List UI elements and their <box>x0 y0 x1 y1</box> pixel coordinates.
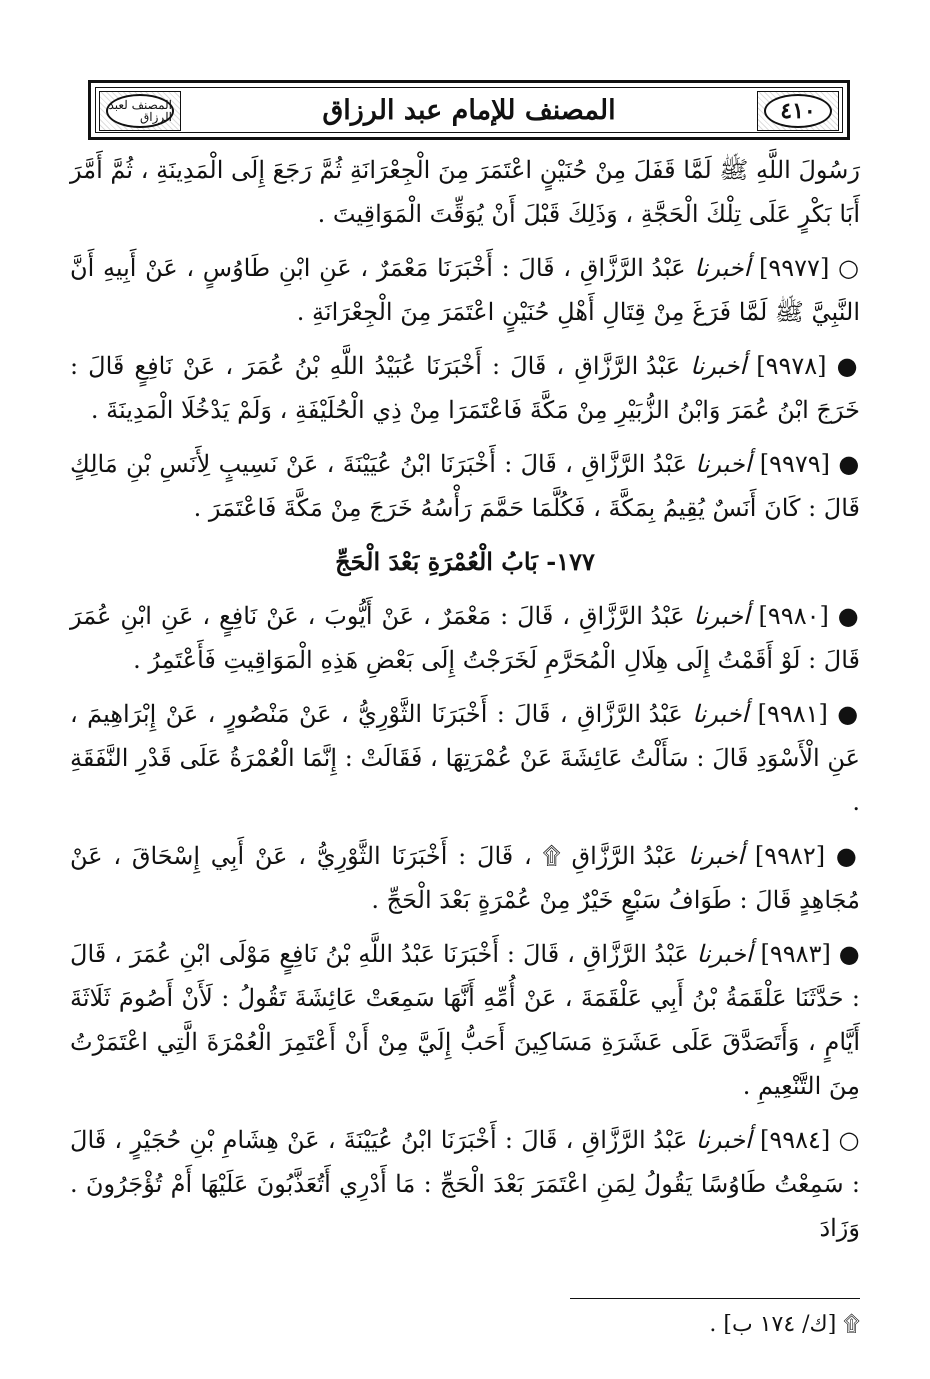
hadith-9981 <box>70 692 860 824</box>
hadith-marker: ● <box>837 700 860 728</box>
hadith-number: [٩٩٨٠] <box>758 602 829 630</box>
akhbarana-abbrev: أخبرنا <box>695 450 752 478</box>
akhbarana-abbrev: أخبرنا <box>690 352 747 380</box>
akhbarana-abbrev: أخبرنا <box>696 940 753 968</box>
hadith-9977 <box>70 246 860 334</box>
akhbarana-abbrev: أخبرنا <box>692 700 749 728</box>
page-header <box>88 80 850 140</box>
hadith-text: عَبْدُ الرَّزَّاقِ ، قَالَ : أَخْبَرَنَا ابْنُ عُيَيْنَةَ ، عَنْ هِشَامِ بْنِ حُجَيْرٍ ، قَالَ : سَمِعْتُ طَاوُسًا يَقُولُ لِمَنِ اعْتَمَرَ بَعْدَ الْحَجِّ : مَا أَدْرِي أَتُعَذَّبُونَ عَلَيْهَا أَمْ تُؤْجَرُونَ . وَزَادَ <box>70 1126 860 1242</box>
hadith-marker: ● <box>838 450 861 478</box>
hadith-marker: ● <box>838 940 861 968</box>
chapter-heading: ١٧٧- بَابُ الْعُمْرَةِ بَعْدَ الْحَجِّ <box>335 547 595 576</box>
hadith-marker: ○ <box>838 254 860 282</box>
hadith-text: عَبْدُ الرَّزَّاقِ ، قَالَ : أَخْبَرَنَا عَبْدُ اللَّهِ بْنُ نَافِعٍ مَوْلَى ابْنِ عُمَرَ ، قَالَ : حَدَّثَنَا عَلْقَمَةُ بْنُ أَبِي عَلْقَمَةَ ، عَنْ أُمِّهِ أَنَّهَا سَمِعَتْ عَائِشَةَ تَقُولُ : لَأَنْ أَصُومَ ثَلَاثَةَ أَيَّامٍ ، وَأَتَصَدَّقَ عَلَى عَشَرَةِ مَسَاكِينَ أَحَبُّ إِلَيَّ مِنْ أَنْ أَعْتَمِرَ الْعُمْرَةَ الَّتِي اعْتَمَرْتُ مِنَ التَّنْعِيمِ . <box>70 940 860 1100</box>
akhbarana-abbrev: أخبرنا <box>688 842 745 870</box>
hadith-number: [٩٩٧٧] <box>759 254 830 282</box>
hadith-text: عَبْدُ الرَّزَّاقِ ۩ ، قَالَ : أَخْبَرَنَا الثَّوْرِيُّ ، عَنْ أَبِي إِسْحَاقَ ، عَنْ مُجَاهِدٍ قَالَ : طَوَافُ سَبْعٍ خَيْرٌ مِنْ عُمْرَةٍ بَعْدَ الْحَجِّ . <box>70 842 860 914</box>
hadith-text: عَبْدُ الرَّزَّاقِ ، قَالَ : أَخْبَرَنَا ابْنُ عُيَيْنَةَ ، عَنْ نَسِيبٍ لِأَنَسِ بْنِ مَالِكٍ قَالَ : كَانَ أَنَسٌ يُقِيمُ بِمَكَّةَ ، فَكُلَّمَا حَمَّمَ رَأْسُهُ خَرَجَ مِنْ مَكَّةَ فَاعْتَمَرَ . <box>70 450 860 522</box>
book-title: المصنف للإمام عبد الرزاق <box>322 94 616 126</box>
hadith-marker: ● <box>836 352 860 380</box>
hadith-text: عَبْدُ الرَّزَّاقِ ، قَالَ : أَخْبَرَنَا عُبَيْدُ اللَّهِ بْنُ عُمَرَ ، عَنْ نَافِعٍ قَالَ : خَرَجَ ابْنُ عُمَرَ وَابْنُ الزُّبَيْرِ مِنْ مَكَّةَ فَاعْتَمَرَا مِنْ ذِي الْحُلَيْفَةِ ، وَلَمْ يَدْخُلَا الْمَدِينَةَ . <box>70 352 860 424</box>
page-number: ٤١٠ <box>764 94 832 128</box>
hadith-marker: ● <box>837 602 860 630</box>
footnote: ۩ [ك/ ١٧٤ ب] . <box>709 1312 860 1337</box>
akhbarana-abbrev: أخبرنا <box>695 1126 752 1154</box>
page-number-ornament <box>757 91 839 131</box>
hadith-marker: ○ <box>838 1126 860 1154</box>
hadith-9978 <box>70 344 860 432</box>
hadith-9980 <box>70 594 860 682</box>
hadith-number: [٩٩٧٨] <box>756 352 827 380</box>
hadith-9983 <box>70 932 860 1108</box>
page-body <box>70 148 860 1260</box>
hadith-number: [٩٩٨١] <box>757 700 828 728</box>
hadith-9984 <box>70 1118 860 1250</box>
hadith-number: [٩٩٨٢] <box>754 842 826 870</box>
header-seal-ornament <box>99 91 181 131</box>
hadith-number: [٩٩٨٤] <box>759 1126 831 1154</box>
hadith-text: عَبْدُ الرَّزَّاقِ ، قَالَ : مَعْمَرٌ ، عَنْ أَيُّوبَ ، عَنْ نَافِعٍ ، عَنِ ابْنِ عُمَرَ قَالَ : لَوْ أَقَمْتُ إِلَى هِلَالِ الْمُحَرَّمِ لَخَرَجْتُ إِلَى بَعْضِ هَذِهِ الْمَوَاقِيتِ فَأَعْتَمِرُ . <box>70 602 860 674</box>
continuation-paragraph: رَسُولَ اللَّهِ ﷺ لَمَّا قَفَلَ مِنْ حُنَيْنٍ اعْتَمَرَ مِنَ الْجِعْرَانَةِ ثُمَّ رَجَعَ إِلَى الْمَدِينَةِ ، ثُمَّ أَمَّرَ أَبَا بَكْرٍ عَلَى تِلْكَ الْحَجَّةِ ، وَذَلِكَ قَبْلَ أَنْ يُوَقِّتَ الْمَوَاقِيتَ . <box>70 156 860 228</box>
hadith-marker: ● <box>835 842 860 870</box>
akhbarana-abbrev: أخبرنا <box>693 602 750 630</box>
hadith-number: [٩٩٨٣] <box>760 940 831 968</box>
hadith-text: عَبْدُ الرَّزَّاقِ ، قَالَ : أَخْبَرَنَا مَعْمَرٌ ، عَنِ ابْنِ طَاوُسٍ ، عَنْ أَبِيهِ أَنَّ النَّبِيَّ ﷺ لَمَّا فَرَغَ مِنْ قِتَالِ أَهْلِ حُنَيْنٍ اعْتَمَرَ مِنَ الْجِعْرَانَةِ . <box>70 254 860 326</box>
hadith-number: [٩٩٧٩] <box>759 450 831 478</box>
hadith-text: عَبْدُ الرَّزَّاقِ ، قَالَ : أَخْبَرَنَا الثَّوْرِيُّ ، عَنْ مَنْصُورٍ ، عَنْ إِبْرَاهِيمَ ، عَنِ الْأَسْوَدِ قَالَ : سَأَلْتُ عَائِشَةَ عَنْ عُمْرَتِهَا ، فَقَالَتْ : إِنَّمَا الْعُمْرَةُ عَلَى قَدْرِ النَّفَقَةِ . <box>70 700 860 816</box>
footnote-divider <box>570 1298 860 1299</box>
hadith-9979 <box>70 442 860 530</box>
hadith-9982 <box>70 834 860 922</box>
header-seal: المصنف لعبد الرزاق <box>106 94 174 128</box>
akhbarana-abbrev: أخبرنا <box>694 254 751 282</box>
